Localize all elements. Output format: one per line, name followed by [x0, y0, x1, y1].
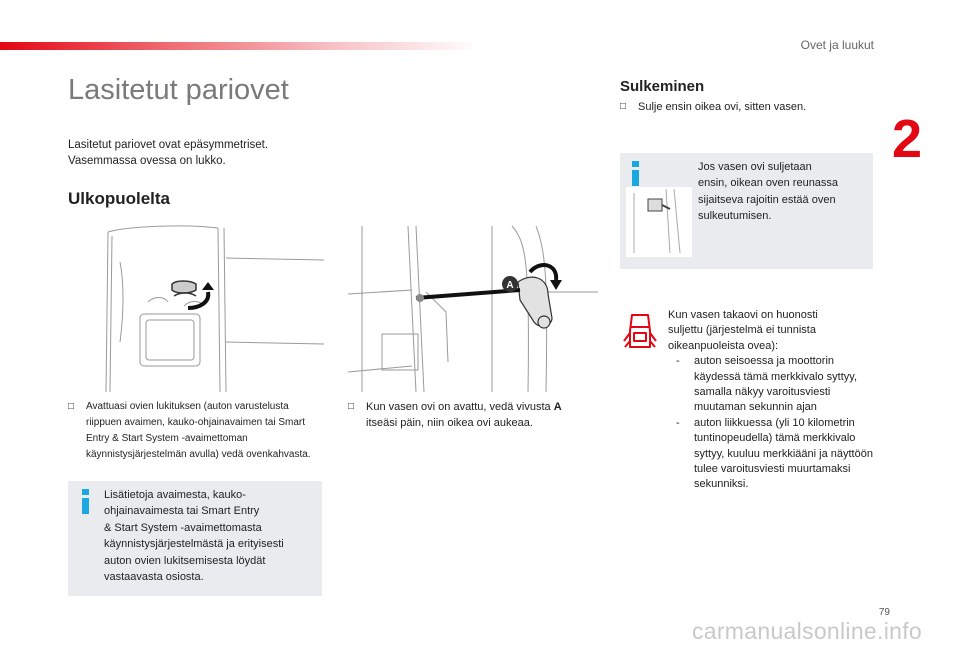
warning-intro-line: Kun vasen takaovi on huonosti — [668, 309, 818, 321]
info-line: & Start System -avaimettomasta — [104, 521, 262, 534]
warning-list-item — [668, 354, 878, 416]
door-handle-illustration — [68, 222, 324, 394]
warning-text — [668, 308, 878, 493]
page-title: Lasitetut pariovet — [68, 74, 289, 106]
section-heading-closing: Sulkeminen — [620, 78, 705, 95]
door-stop-illustration — [626, 187, 692, 257]
intro-line: Lasitetut pariovet ovat epäsymmetriset. — [68, 139, 269, 151]
section-heading-outside: Ulkopuolelta — [68, 189, 171, 208]
list-dash: - — [676, 416, 680, 429]
bullet-text: Sulje ensin oikea ovi, sitten vasen. — [638, 101, 807, 113]
info-line: sijaitseva rajoitin estää oven — [698, 193, 836, 206]
warning-item-text: auton liikkuessa (yli 10 kilometrin tuntinopeudella) tämä merkkivalo syttyy, kuuluu merkkiääni ja näyttöön tulee varoitusviesti muurtamaksi sekunniksi. — [694, 416, 873, 491]
lever-reference: A — [553, 401, 562, 413]
info-line: Lisätietoja avaimesta, kauko- — [104, 489, 246, 501]
checkbox-bullet-icon: □ — [620, 101, 627, 112]
bullet-close-order — [620, 99, 870, 115]
info-line: sulkeutumisen. — [698, 210, 772, 223]
door-open-warning-icon — [622, 311, 658, 351]
warning-intro-line: oikeanpuoleista ovea): — [668, 339, 779, 352]
page-number: 79 — [878, 607, 890, 618]
intro-text — [68, 137, 328, 169]
checkbox-bullet-icon: □ — [348, 401, 355, 412]
bullet-text-end: itseäsi päin, niin oikea ovi aukeaa. — [366, 417, 533, 429]
info-line: vastaavasta osiosta. — [104, 571, 204, 584]
info-line: käynnistysjärjestelmästä ja erityisesti — [104, 538, 284, 551]
callout-a-label: A — [506, 280, 514, 291]
watermark: carmanualsonline.info — [691, 618, 922, 644]
info-line: ensin, oikean oven reunassa — [698, 177, 839, 190]
warning-list-item — [668, 416, 878, 493]
chapter-title: Ovet ja luukut — [800, 38, 874, 52]
chapter-number: 2 — [891, 109, 922, 169]
info-text — [698, 159, 868, 225]
checkbox-bullet-icon: □ — [68, 401, 75, 412]
info-box-closing — [620, 153, 873, 269]
lever-a-illustration — [342, 222, 598, 394]
bullet-text: Avattuasi ovien lukituksen (auton varustelusta riippuen avaimen, kauko-ohjainavaimen tai Smart Entry & Start System -avaimettoman käynnistysjärjestelmän avulla) vedä ovenkahvasta. — [86, 401, 311, 460]
header-accent-bar — [0, 42, 480, 50]
info-line: auton ovien lukitsemisesta löydät — [104, 554, 266, 567]
bullet-unlock-door — [68, 399, 316, 463]
list-dash: - — [676, 355, 680, 368]
info-line: Jos vasen ovi suljetaan — [698, 161, 812, 173]
info-box-keys — [68, 481, 322, 596]
warning-intro-line: suljettu (järjestelmä ei tunnista — [668, 324, 816, 337]
warning-item-text: auton seisoessa ja moottorin käydessä tämä merkkivalo syttyy, samalla näkyy varoitusviesti muutaman sekunnin ajan — [694, 355, 858, 414]
info-text — [104, 487, 316, 585]
bullet-text: Kun vasen ovi on avattu, vedä vivusta — [366, 401, 554, 413]
intro-line: Vasemmassa ovessa on lukko. — [68, 155, 226, 167]
info-line: ohjainavaimesta tai Smart Entry — [104, 505, 260, 518]
bullet-pull-lever — [348, 399, 584, 431]
